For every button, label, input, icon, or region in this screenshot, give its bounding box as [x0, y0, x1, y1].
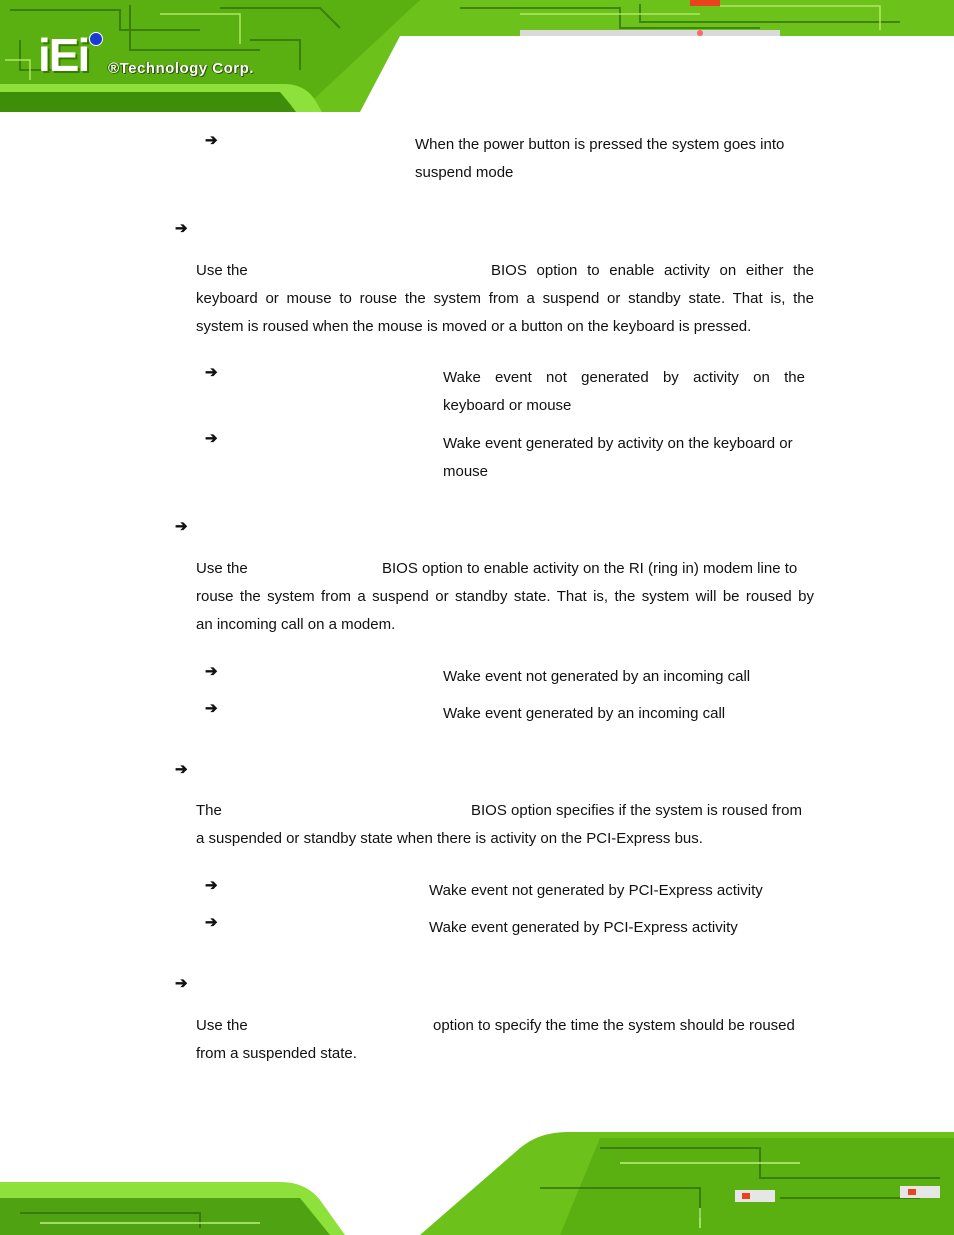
paragraph-line: BIOS option to enable activity on either the	[491, 262, 814, 279]
paragraph-start: Use the	[196, 262, 248, 279]
circuit-board-banner	[0, 0, 954, 112]
paragraph-line: rouse the system from a suspend or standby state. That is, the system will be roused by	[196, 588, 814, 605]
paragraph-start: Use the	[196, 1017, 248, 1034]
option-description: Wake event not generated by activity on the	[443, 369, 805, 386]
page-header	[0, 0, 954, 112]
option-description: Wake event generated by activity on the keyboard or	[443, 435, 793, 452]
option-description: Wake event not generated by an incoming call	[443, 668, 751, 685]
option-description-cont: suspend mode	[415, 164, 514, 181]
page-footer	[0, 1128, 954, 1235]
arrow-icon: ➔	[205, 132, 218, 149]
option-description-cont: keyboard or mouse	[443, 397, 572, 414]
option-description: When the power button is pressed the system goes into	[415, 136, 785, 153]
option-description: Wake event generated by an incoming call	[443, 705, 726, 722]
arrow-icon: ➔	[205, 430, 218, 447]
company-name: ®Technology Corp.	[108, 60, 254, 77]
option-description-cont: mouse	[443, 463, 489, 480]
option-description: Wake event not generated by PCI-Express activity	[429, 882, 763, 899]
option-description: Wake event generated by PCI-Express activity	[429, 919, 738, 936]
paragraph-line: a suspended or standby state when there is activity on the PCI-Express bus.	[196, 830, 703, 847]
arrow-icon: ➔	[205, 663, 218, 680]
paragraph-line: an incoming call on a modem.	[196, 616, 396, 633]
paragraph-start: Use the	[196, 560, 248, 577]
company-logo: iEi	[38, 29, 89, 81]
paragraph-line: keyboard or mouse to rouse the system from a suspend or standby state. That is, the	[196, 290, 814, 307]
arrow-icon: ➔	[205, 877, 218, 894]
section-arrow-icon: ➔	[175, 761, 188, 778]
arrow-icon: ➔	[205, 914, 218, 931]
section-arrow-icon: ➔	[175, 518, 188, 535]
arrow-icon: ➔	[205, 364, 218, 381]
paragraph-line: option to specify the time the system should be roused	[433, 1017, 795, 1034]
paragraph-start: The	[196, 802, 222, 819]
arrow-icon: ➔	[205, 700, 218, 717]
paragraph-line: BIOS option to enable activity on the RI (ring in) modem line to	[382, 560, 798, 577]
section-arrow-icon: ➔	[175, 220, 188, 237]
section-arrow-icon: ➔	[175, 975, 188, 992]
paragraph-line: system is roused when the mouse is moved or a button on the keyboard is pressed.	[196, 318, 752, 335]
circuit-board-footer	[0, 1128, 954, 1235]
paragraph-line: BIOS option specifies if the system is roused from	[471, 802, 802, 819]
paragraph-line: from a suspended state.	[196, 1045, 357, 1062]
logo-dot-icon	[89, 32, 103, 46]
